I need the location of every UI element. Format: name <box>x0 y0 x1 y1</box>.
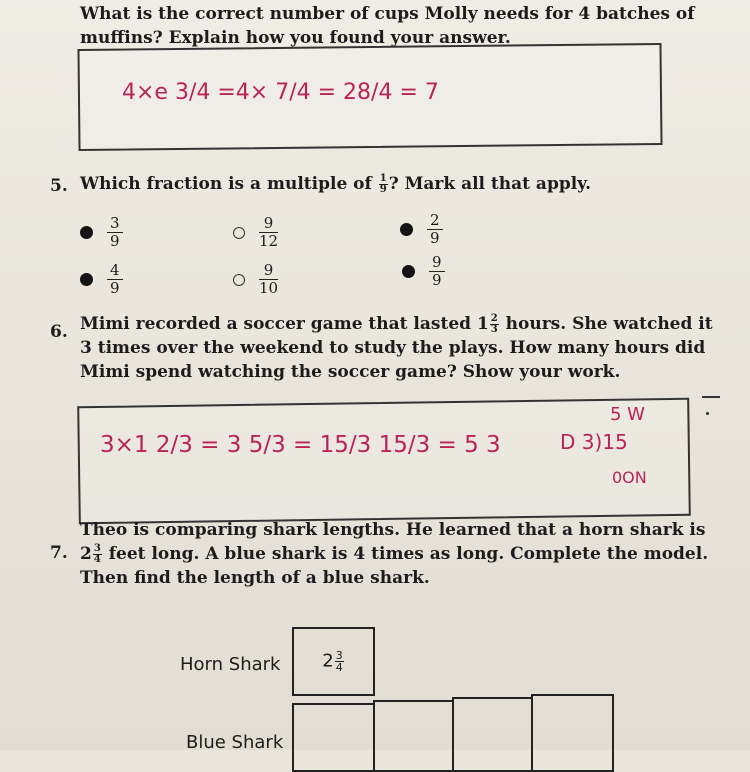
empty-bubble-icon[interactable] <box>233 274 245 286</box>
q7-number: 7. <box>50 543 68 563</box>
blue-shark-model-cell-3[interactable] <box>452 697 533 772</box>
filled-bubble-icon[interactable] <box>80 226 93 239</box>
q7-line-2a: 2 <box>80 544 92 564</box>
q6-side-work-top: 5 W <box>610 404 645 425</box>
choice-fraction: $\frac{4}{9}$ <box>107 262 123 297</box>
pen-mark-decoration <box>702 396 720 398</box>
q6-answer-box[interactable] <box>77 398 691 525</box>
q7-line-2b: feet long. A blue shark is 4 times as long. Complete the model. <box>102 544 709 564</box>
q5-one-ninth-fraction: $\frac{1}{9}$ <box>379 173 387 195</box>
choice-fraction: $\frac{9}{10}$ <box>259 261 279 297</box>
q5-choice-2-9[interactable] <box>400 212 443 247</box>
filled-bubble-icon[interactable] <box>402 265 415 278</box>
q5-number: 5. <box>50 176 68 196</box>
q5-choice-9-9[interactable] <box>402 254 445 289</box>
q5-choice-3-9[interactable] <box>80 215 123 250</box>
q5-choice-9-10[interactable] <box>233 262 278 297</box>
q6-side-work-bottom: 0ON <box>612 468 647 487</box>
blue-shark-model-cell-2[interactable] <box>373 700 454 772</box>
q7-mixed-fraction: $\frac{3}{4}$ <box>93 543 101 565</box>
q6-side-work-mid: D 3)15 <box>560 430 628 454</box>
filled-bubble-icon[interactable] <box>80 273 93 286</box>
q7-prompt <box>80 518 740 590</box>
choice-fraction: $\frac{9}{12}$ <box>259 214 279 250</box>
horn-shark-length: 2 $\frac{3}{4}$ <box>322 649 343 674</box>
q4-line-1: What is the correct number of cups Molly needs for 4 batches of <box>80 4 695 24</box>
choice-fraction: $\frac{2}{9}$ <box>427 212 443 247</box>
q5-choice-4-9[interactable] <box>80 262 123 297</box>
q7-line-3: Then find the length of a blue shark. <box>80 568 430 588</box>
q6-line-2: 3 times over the weekend to study the plays. How many hours did <box>80 338 706 358</box>
q5-choice-9-12[interactable] <box>233 215 278 250</box>
q7-line-1: Theo is comparing shark lengths. He learned that a horn shark is <box>80 520 706 540</box>
choice-fraction: $\frac{3}{9}$ <box>107 215 123 250</box>
horn-shark-label: Horn Shark <box>180 654 281 675</box>
q5-prompt <box>80 172 591 196</box>
q5-text-after: ? Mark all that apply. <box>388 174 592 194</box>
q6-line-1a: Mimi recorded a soccer game that lasted 1 <box>80 314 489 334</box>
empty-bubble-icon[interactable] <box>233 227 245 239</box>
choice-fraction: $\frac{9}{9}$ <box>429 254 445 289</box>
blue-shark-model-cell-1[interactable] <box>292 703 375 772</box>
q6-line-1b: hours. She watched it <box>499 314 713 334</box>
q6-mixed-fraction: $\frac{2}{3}$ <box>490 313 498 335</box>
q5-text-before: Which fraction is a multiple of <box>80 174 378 194</box>
pen-dot-decoration <box>706 412 709 415</box>
q4-handwritten-answer: 4×e 3/4 =4× 7/4 = 28/4 = 7 <box>122 80 439 105</box>
horn-shark-model-cell <box>292 627 375 696</box>
q6-prompt <box>80 312 740 384</box>
q4-line-2: muffins? Explain how you found your answer. <box>80 28 511 48</box>
q6-handwritten-work: 3×1 2/3 = 3 5/3 = 15/3 15/3 = 5 3 <box>100 432 501 458</box>
blue-shark-model-cell-4[interactable] <box>531 694 614 772</box>
q6-number: 6. <box>50 322 68 342</box>
filled-bubble-icon[interactable] <box>400 223 413 236</box>
q6-line-3: Mimi spend watching the soccer game? Show your work. <box>80 362 621 382</box>
blue-shark-label: Blue Shark <box>186 732 284 753</box>
